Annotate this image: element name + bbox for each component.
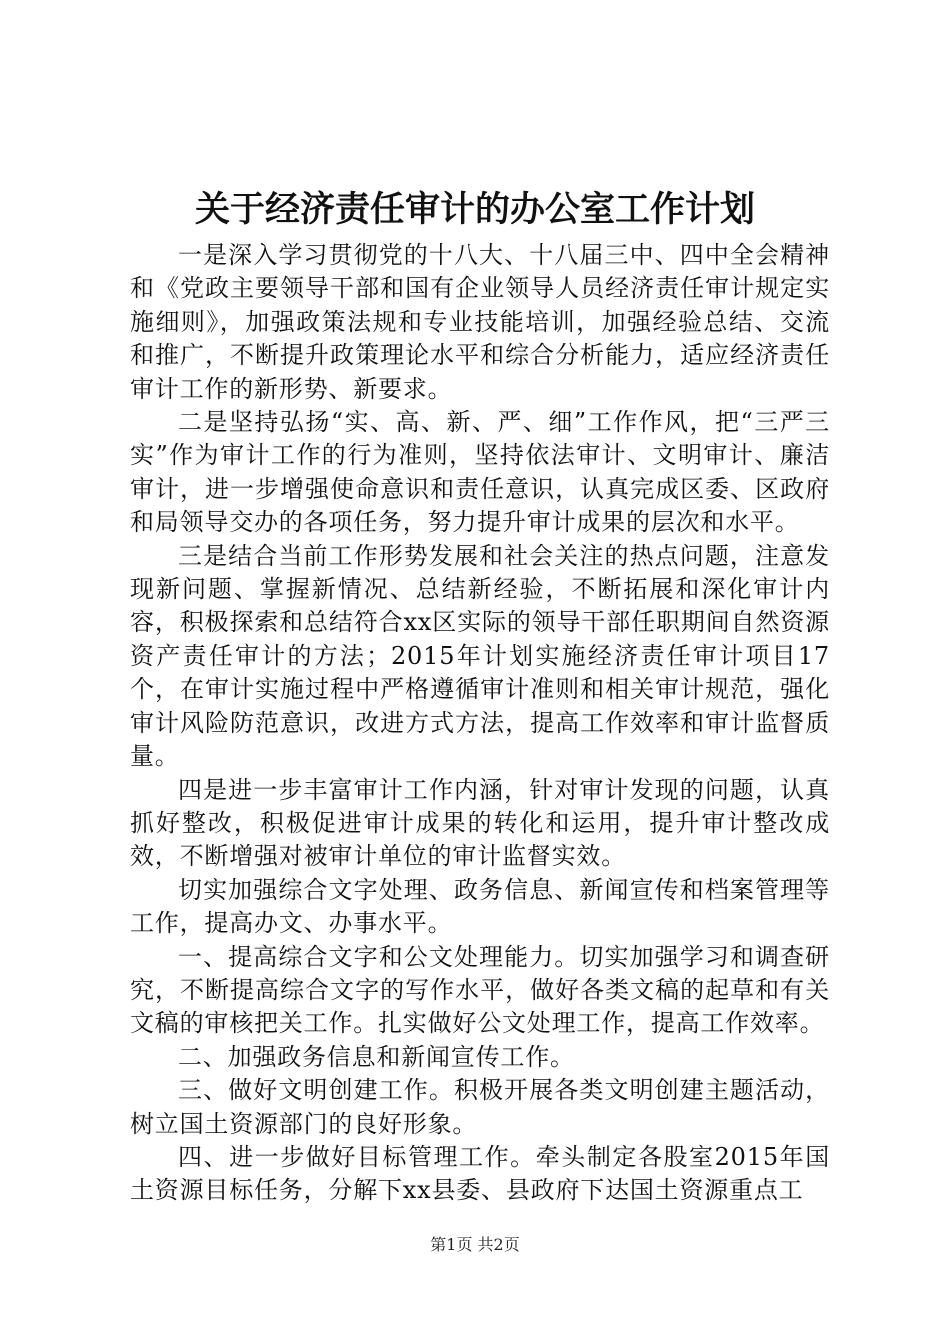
paragraph-5: 切实加强综合文字处理、政务信息、新闻宣传和档案管理等工作，提高办文、办事水平。 (130, 875, 830, 938)
paragraph-2: 二是坚持弘扬“实、高、新、严、细”工作作风，把“三严三实”作为审计工作的行为准则，坚持依法审计、文明审计、廉洁审计，进一步增强使命意识和责任意识，认真完成区委、区政府和局领导交办的各项任务，努力提升审计成果的层次和水平。 (130, 408, 830, 537)
paragraph-1: 一是深入学习贯彻党的十八大、十八届三中、四中全会精神和《党政主要领导干部和国有企业领导人员经济责任审计规定实施细则》，加强政策法规和专业技能培训，加强经验总结、交流和推广，不断提升政策理论水平和综合分析能力，适应经济责任审计工作的新形势、新要求。 (130, 241, 830, 403)
paragraph-8: 三、做好文明创建工作。积极开展各类文明创建主题活动，树立国土资源部门的良好形象。 (130, 1076, 830, 1138)
page-number-footer: 第1页 共2页 (430, 1235, 520, 1254)
document-title: 关于经济责任审计的办公室工作计划 (194, 189, 755, 230)
paragraph-6: 一、提高综合文字和公文处理能力。切实加强学习和调查研究，不断提高综合文字的写作水平，做好各类文稿的起草和有关文稿的审核把关工作。扎实做好公文处理工作，提高工作效率。 (130, 942, 830, 1038)
paragraph-7: 二、加强政务信息和新闻宣传工作。 (178, 1042, 575, 1071)
paragraph-9: 四、进一步做好目标管理工作。牵头制定各股室2015年国土资源目标任务，分解下xx县委、县政府下达国土资源重点工 (130, 1142, 830, 1205)
paragraph-3: 三是结合当前工作形势发展和社会关注的热点问题，注意发现新问题、掌握新情况、总结新经验，不断拓展和深化审计内容，积极探索和总结符合xx区实际的领导干部任职期间自然资源资产责任审计的方法；2015年计划实施经济责任审计项目17个，在审计实施过程中严格遵循审计准则和相关审计规范，强化审计风险防范意识，改进方式方法，提高工作效率和审计监督质量。 (130, 541, 830, 771)
document-body (130, 239, 830, 1208)
paragraph-4: 四是进一步丰富审计工作内涵，针对审计发现的问题，认真抓好整改，积极促进审计成果的转化和运用，提升审计整改成效，不断增强对被审计单位的审计监督实效。 (130, 775, 830, 871)
